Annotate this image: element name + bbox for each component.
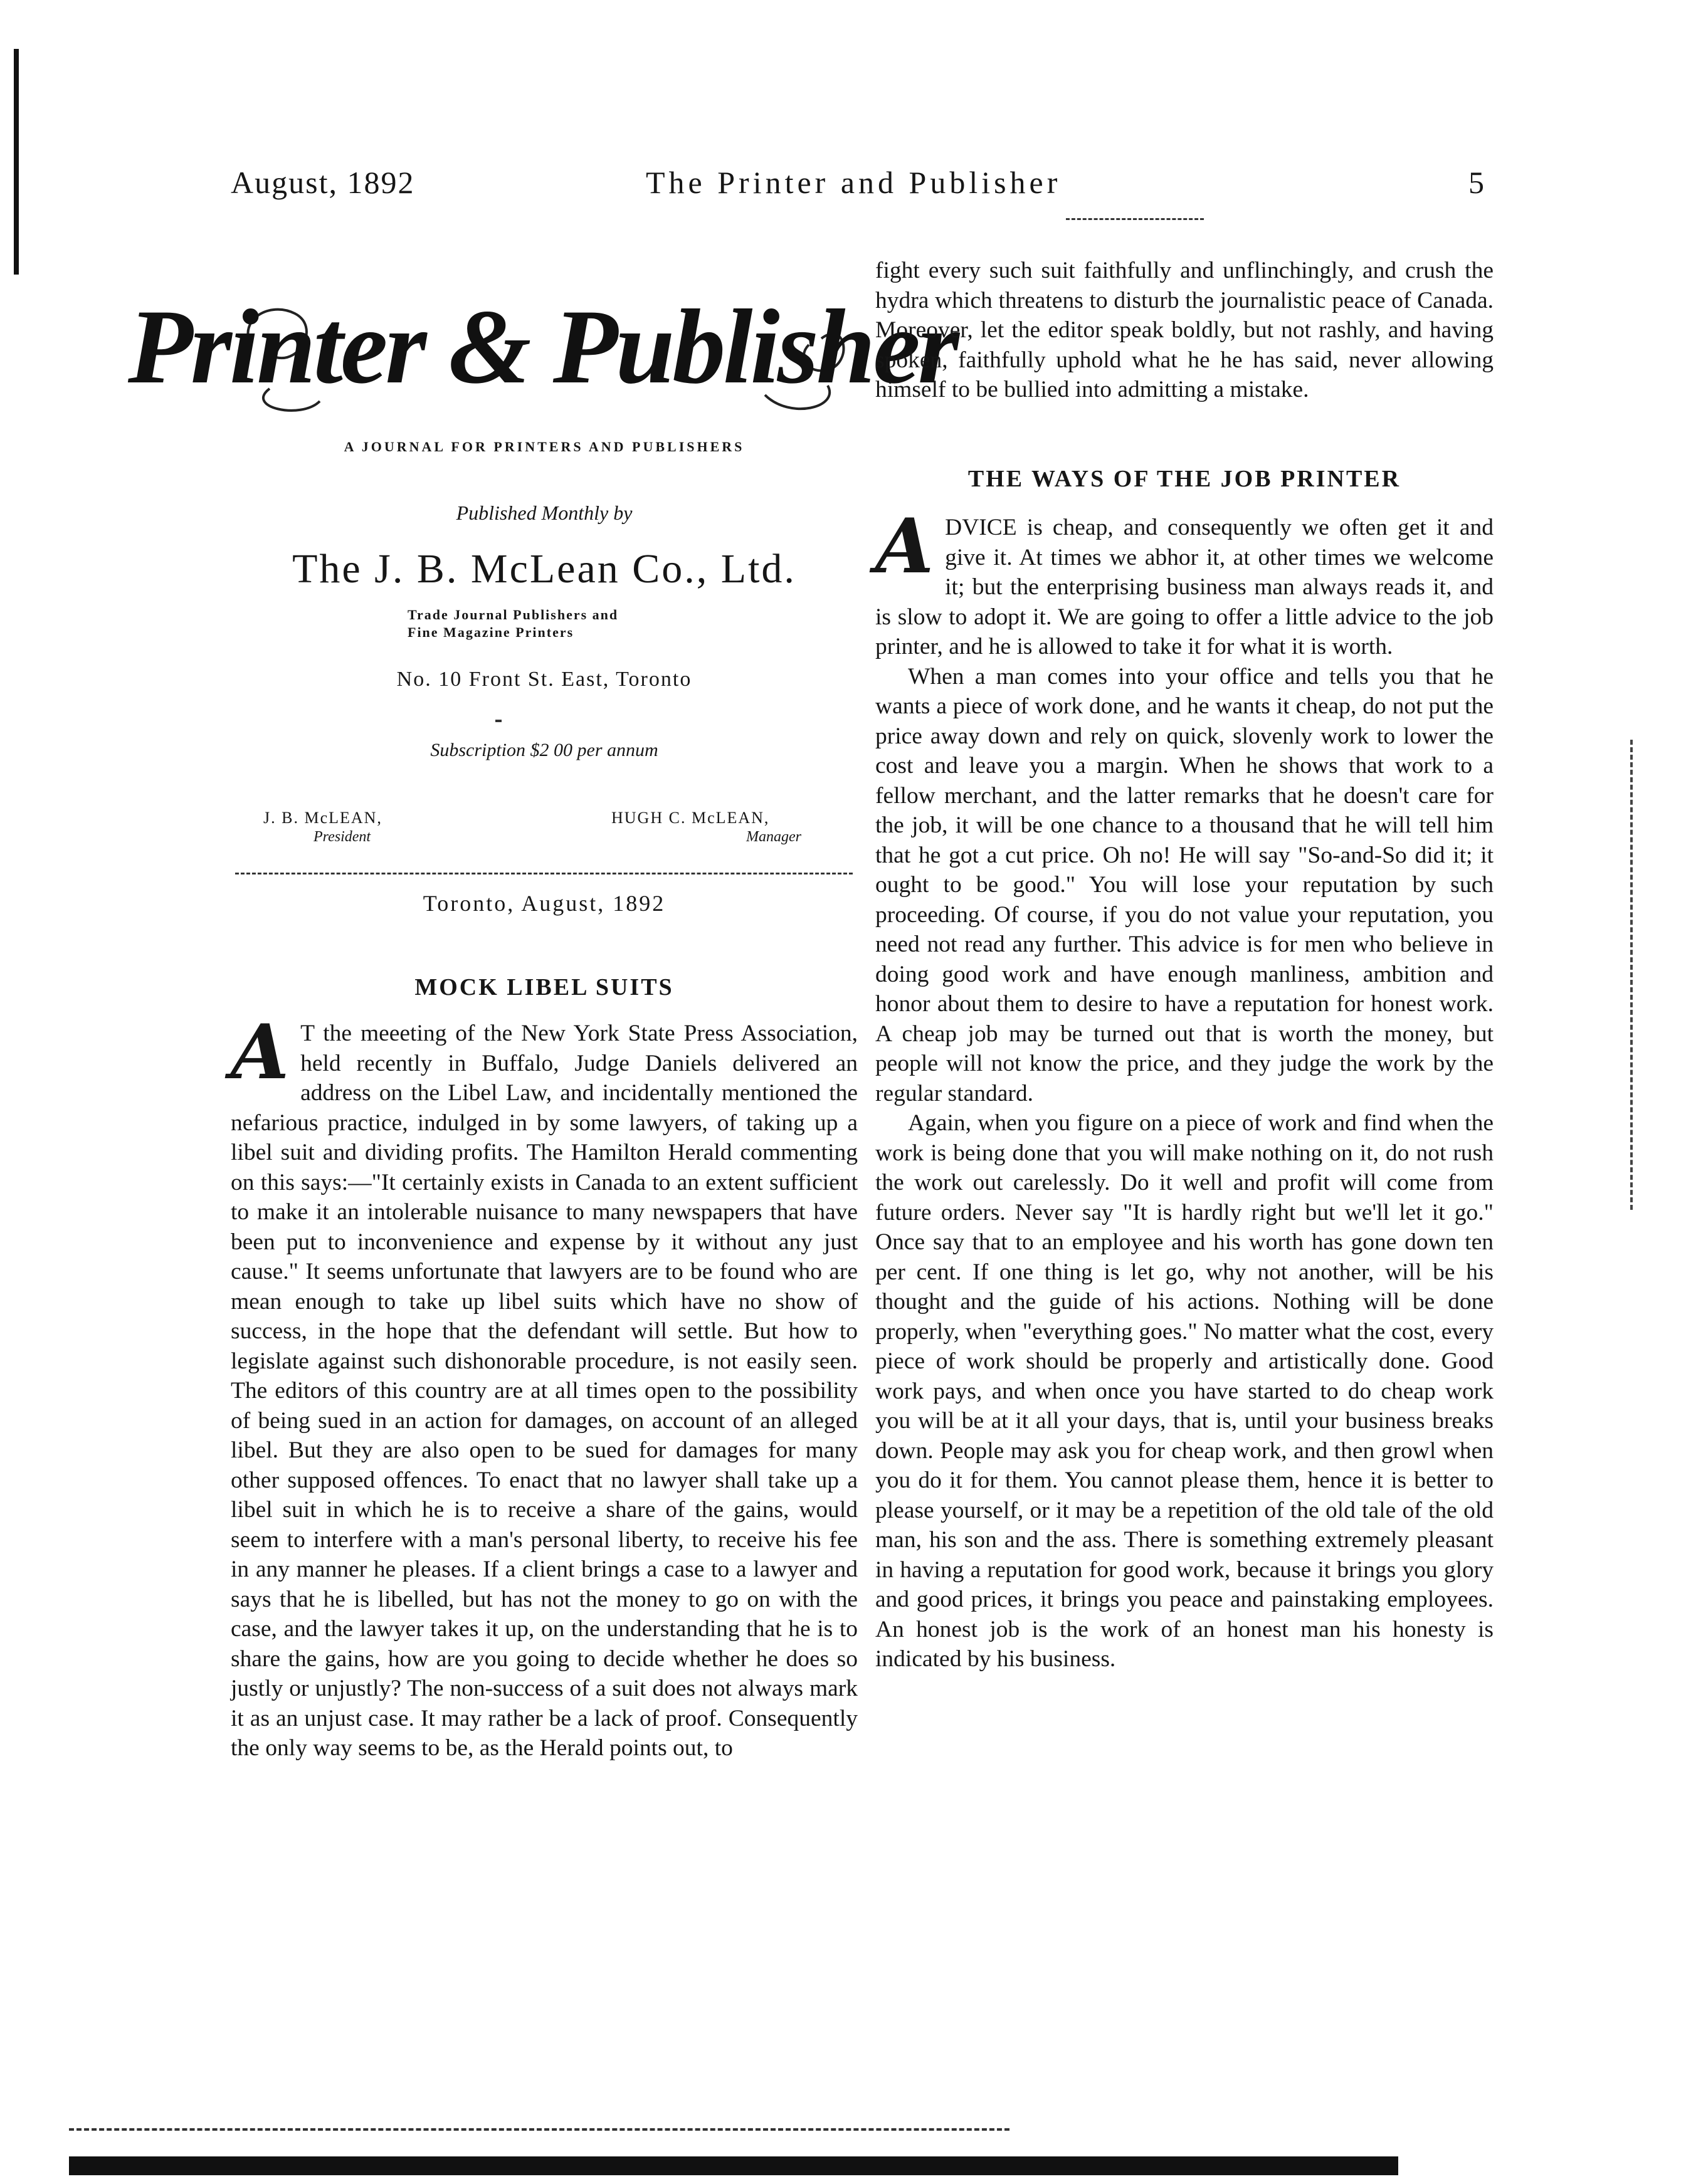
header-date: August, 1892 (231, 165, 415, 200)
address: No. 10 Front St. East, Toronto (396, 668, 692, 691)
article-body-mock-libel (231, 1008, 858, 1763)
bottom-edge-bar (69, 2156, 1398, 2175)
header-title: The Printer and Publisher (646, 165, 1062, 200)
company-desc-2: Fine Magazine Printers (408, 624, 574, 640)
article-body-job-printer (875, 502, 1494, 1674)
address-dot (495, 720, 502, 722)
page-number: 5 (1468, 165, 1485, 200)
company-desc-1: Trade Journal Publishers and (408, 607, 619, 622)
drop-cap: A (875, 502, 934, 591)
logo-text: Printer & Publisher (127, 288, 957, 406)
article-paragraph: DVICE is cheap, and consequently we often get it and give it. At times we abhor it, at other times we welcome it; but the enterprising business man always reads it, and is slow to adopt it. We are going to offer a little advice to the job printer, and he is allowed to take it for what it is worth. (875, 515, 1494, 659)
masthead-tagline: A JOURNAL FOR PRINTERS AND PUBLISHERS (344, 439, 745, 454)
right-edge-dashes (1630, 740, 1633, 1210)
published-by: Published Monthly by (456, 501, 633, 524)
masthead-rule (235, 873, 853, 874)
dateline: Toronto, August, 1892 (423, 891, 666, 916)
article-heading-mock-libel: MOCK LIBEL SUITS (414, 974, 674, 1000)
subscription: Subscription $2 00 per annum (430, 740, 658, 760)
manager-title: Manager (746, 829, 801, 845)
president-title: President (314, 829, 371, 845)
article-continuation (875, 256, 1494, 405)
header-rule (1066, 218, 1204, 220)
left-edge-mark (14, 49, 19, 275)
article-heading-job-printer: THE WAYS OF THE JOB PRINTER (967, 466, 1401, 492)
drop-cap: A (231, 1008, 290, 1096)
president-name: J. B. McLEAN, (263, 809, 382, 827)
article-paragraph: T the meeeting of the New York State Press Association, held recently in Buffalo, Judge Daniels delivered an address on the Libel Law, and incidentally mentioned the nefarious practice, indulged in by some lawyers, of taking up a libel suit and dividing profits. The Hamilton Herald commenting on this says:—"It certainly exists in Canada to an extent sufficient to make it an intolerable nuisance to many newspapers that have been put to inconvenience and expense by it without any just cause." It seems unfortunate that lawyers are to be found who are mean enough to take up libel suits which have no show of success, in the hope that the defendant will settle. But how to legislate against such dishonorable procedure, is not easily seen. The editors of this country are at all times open to the possibility of being sued in an action for damages, on account of an alleged libel. But they are also open to be sued for damages for many other supposed offences. To enact that no lawyer shall take up a libel suit in which he is to receive a share of the gains, would seem to interfere with a man's personal liberty, to receive his fee in any manner he pleases. If a client brings a case to a lawyer and says that he is libelled, but has not the money to go on with the case, and the lawyer takes it up, on the understanding that he is to share the gains, how are you going to decide whether he does so justly or unjustly? The non-success of a suit does not always mark it as an unjust case. It may rather be a lack of proof. Consequently the only way seems to be, as the Herald points out, to (231, 1021, 858, 1761)
manager-name: HUGH C. McLEAN, (611, 809, 770, 827)
masthead-logo (127, 263, 957, 439)
bottom-dashes (69, 2128, 1009, 2131)
company-name: The J. B. McLean Co., Ltd. (292, 546, 796, 592)
article-paragraph: fight every such suit faithfully and unflinchingly, and crush the hydra which threatens to disturb the journalistic peace of Canada. Moreover, let the editor speak boldly, but not rashly, and having spoken, faithfully uphold what he he has said, never allowing himself to be bullied into admitting a mistake. (875, 258, 1494, 402)
article-paragraph: When a man comes into your office and tells you that he wants a piece of work done, and he wants it cheap, do not put the price away down and rely on quick, slovenly work to lower the cost and leave you a margin. When he shows that work to a fellow merchant, and the latter remarks that he doesn't care for the job, it will be one chance to a thousand that he will tell him that he got a cut price. Oh no! He will say "So-and-So did it; it ought to be good." You will lose your reputation by such proceeding. Of course, if you do not value your reputation, you need not read any further. This advice is for men who believe in doing good work and have enough manliness, ambition and honor about them to desire to have a reputation for honest work. A cheap job may be turned out that is worth the money, but people will not know the price, and they judge the work by the regular standard. (875, 663, 1494, 1106)
article-paragraph: Again, when you figure on a piece of work and find when the work is being done that you will make nothing on it, do not rush the work out carelessly. Do it well and profit will come from future orders. Never say "It is hardly right but we'll let it go." Once say that to an employee and his worth has gone down ten per cent. If one thing is let go, why not another, will be his thought and the guide of his actions. Nothing will be done properly, when "everything goes." No matter what the cost, every piece of work should be properly and artistically done. Good work pays, and when once you have started to do cheap work you will be at it all your days, that is, until your business breaks down. People may ask you for cheap work, and then growl when you do it for them. You cannot please them, hence it is better to please yourself, or it may be a repetition of the old tale of the old man, his son and the ass. There is something extremely pleasant in having a reputation for good work, because it brings you glory and good prices, it brings you peace and painstaking employees. An honest job is the work of an honest man his honesty is indicated by his business. (875, 1110, 1494, 1672)
